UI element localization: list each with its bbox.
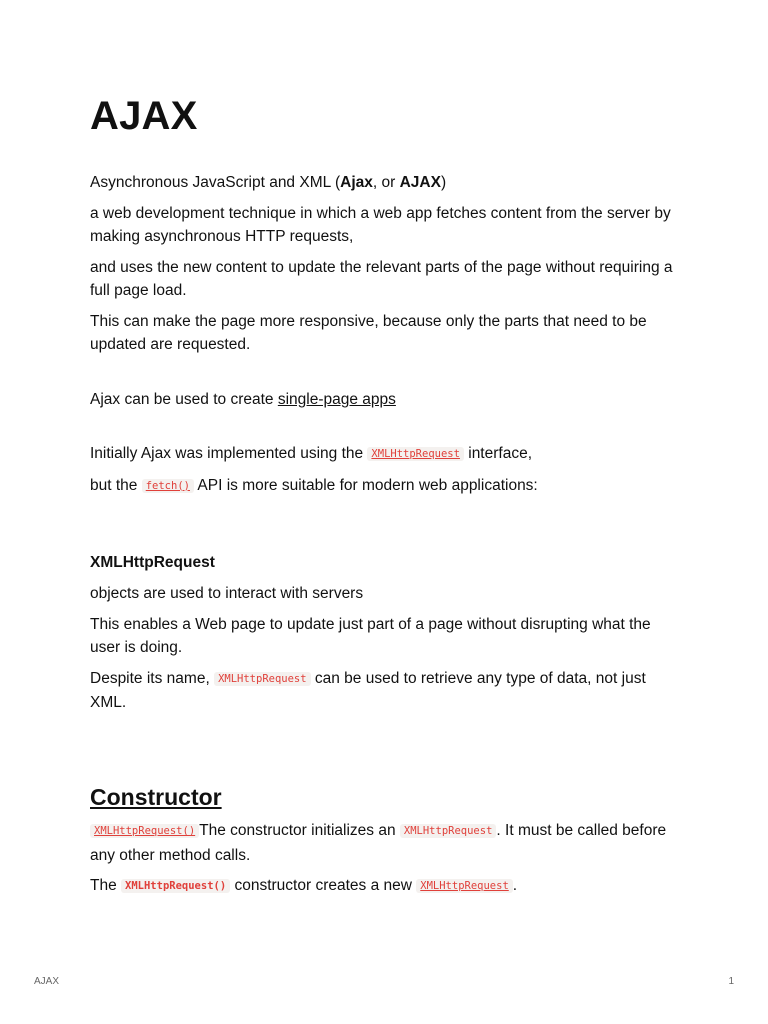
impl-p2-prefix: but the	[90, 476, 142, 494]
xmlhttprequest-constructor-code: XMLHttpRequest()	[121, 879, 230, 893]
spa-prefix: Ajax can be used to create	[90, 391, 278, 408]
xmlhttprequest-code: XMLHttpRequest	[214, 672, 311, 686]
xmlhttprequest-code: XMLHttpRequest	[400, 824, 497, 838]
constructor-section	[90, 782, 682, 899]
single-page-apps-link[interactable]: single-page apps	[277, 391, 396, 408]
constructor-paragraph-2	[90, 874, 682, 899]
constructor-p2-text1: The	[90, 877, 122, 894]
spa-paragraph	[90, 388, 682, 412]
impl-p1-suffix: interface,	[463, 445, 532, 462]
page-number: 1	[728, 976, 734, 987]
constructor-paragraph-1	[90, 819, 682, 867]
implementation-paragraph-2	[90, 474, 682, 499]
xmlhttprequest-code-link[interactable]: XMLHttpRequest	[416, 879, 513, 893]
intro-mid: , or	[372, 174, 400, 191]
intro-paragraph-2: a web development technique in which a web app fetches content from the server by making asynchronous HTTP requests,	[90, 204, 671, 245]
footer-title: AJAX	[34, 976, 60, 987]
xmlhttprequest-code-link[interactable]: XMLHttpRequest	[367, 447, 464, 461]
constructor-heading: Constructor	[90, 784, 222, 810]
constructor-p2-text3: .	[512, 877, 518, 894]
intro-section	[90, 171, 682, 357]
intro-suffix: )	[440, 174, 447, 191]
xhr-section	[90, 551, 682, 715]
intro-line-1	[90, 171, 682, 195]
fetch-code-link[interactable]: fetch()	[142, 479, 194, 493]
impl-p1-prefix: Initially Ajax was implemented using the	[90, 445, 368, 462]
xhr-heading: XMLHttpRequest	[90, 554, 215, 571]
xhr-paragraph-2: This enables a Web page to update just part of a page without disrupting what the user is doing.	[90, 615, 651, 656]
intro-prefix: Asynchronous JavaScript and XML (	[90, 174, 341, 191]
intro-paragraph-4: This can make the page more responsive, because only the parts that need to be updated are requested.	[90, 312, 647, 353]
constructor-p1-text2: . It must be called before any other method calls.	[90, 822, 667, 864]
xhr-paragraph-1: objects are used to interact with servers	[90, 585, 364, 602]
ajax-term-caps: AJAX	[399, 174, 441, 191]
xmlhttprequest-constructor-link[interactable]: XMLHttpRequest()	[90, 824, 199, 838]
impl-p2-suffix: API is more suitable for modern web applications:	[193, 476, 538, 494]
constructor-p2-text2: constructor creates a new	[230, 877, 417, 894]
intro-paragraph-3: and uses the new content to update the relevant parts of the page without requiring a full page load.	[90, 258, 673, 299]
page-title: AJAX	[90, 94, 198, 138]
spa-section	[90, 388, 682, 412]
xhr-p3-suffix: can be used to retrieve any type of data, not just XML.	[90, 669, 646, 711]
implementation-paragraph-1	[90, 442, 682, 467]
implementation-section	[90, 442, 682, 498]
xhr-paragraph-3	[90, 667, 682, 715]
xhr-p3-prefix: Despite its name,	[90, 669, 215, 687]
ajax-term: Ajax	[340, 174, 373, 191]
constructor-p1-text1: The constructor initializes an	[199, 822, 400, 839]
